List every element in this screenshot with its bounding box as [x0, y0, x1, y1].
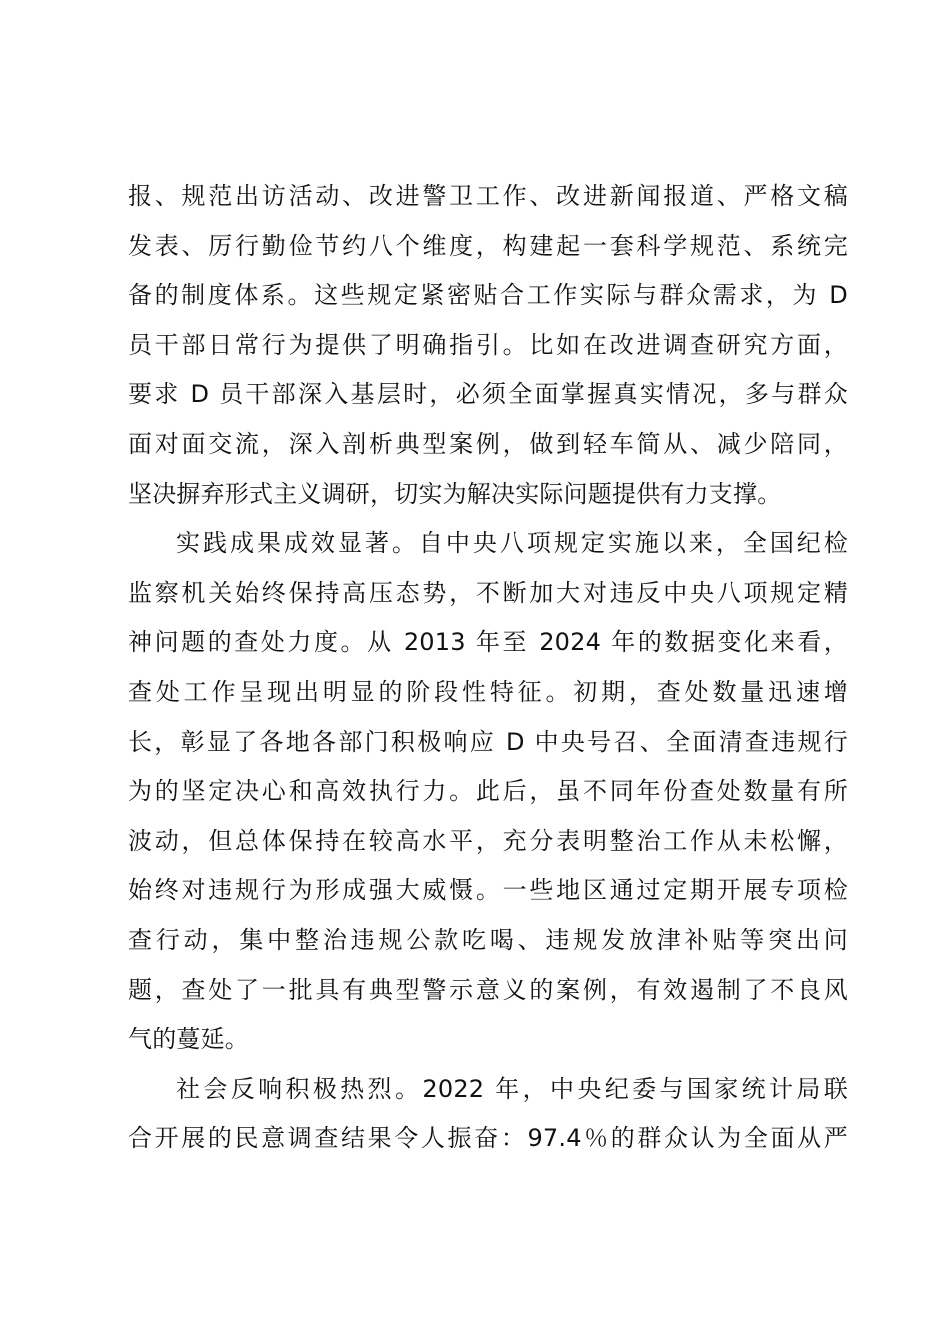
paragraph-start-line: 实践成果成效显著。自中央八项规定实施以来，全国纪检 — [176, 529, 848, 558]
text-line: 查行动，集中整治违规公款吃喝、违规发放津补贴等突出问 — [128, 925, 848, 954]
text-line: 长，彰显了各地各部门积极响应 D 中央号召、全面清查违规行 — [128, 727, 848, 756]
text-line: 要求 D 员干部深入基层时，必须全面掌握真实情况，多与群众 — [128, 380, 848, 409]
text-line: 坚决摒弃形式主义调研，切实为解决实际问题提供有力支撑。 — [128, 479, 782, 508]
text-line: 为的坚定决心和高效执行力。此后，虽不同年份查处数量有所 — [128, 777, 848, 806]
text-line: 监察机关始终保持高压态势，不断加大对违反中央八项规定精 — [128, 578, 848, 607]
text-line: 备的制度体系。这些规定紧密贴合工作实际与群众需求，为 D — [128, 281, 848, 310]
text-line: 气的蔓延。 — [128, 1025, 249, 1054]
text-line: 查处工作呈现出明显的阶段性特征。初期，查处数量迅速增 — [128, 677, 848, 706]
body-text — [128, 172, 848, 1164]
text-line: 员干部日常行为提供了明确指引。比如在改进调查研究方面， — [128, 330, 848, 359]
text-line: 面对面交流，深入剖析典型案例，做到轻车简从、减少陪同， — [128, 429, 848, 458]
text-line: 波动，但总体保持在较高水平，充分表明整治工作从未松懈， — [128, 826, 848, 855]
text-line: 报、规范出访活动、改进警卫工作、改进新闻报道、严格文稿 — [128, 182, 848, 210]
text-line: 发表、厉行勤俭节约八个维度，构建起一套科学规范、系统完 — [128, 231, 848, 260]
text-line: 神问题的查处力度。从 2013 年至 2024 年的数据变化来看， — [128, 628, 848, 657]
text-line: 合开展的民意调查结果令人振奋：97.4％的群众认为全面从严 — [128, 1124, 848, 1153]
text-line: 题，查处了一批具有典型警示意义的案例，有效遏制了不良风 — [128, 975, 848, 1004]
paragraph-start-line: 社会反响积极热烈。2022 年，中央纪委与国家统计局联 — [176, 1074, 848, 1103]
text-line: 始终对违规行为形成强大威慑。一些地区通过定期开展专项检 — [128, 876, 848, 905]
